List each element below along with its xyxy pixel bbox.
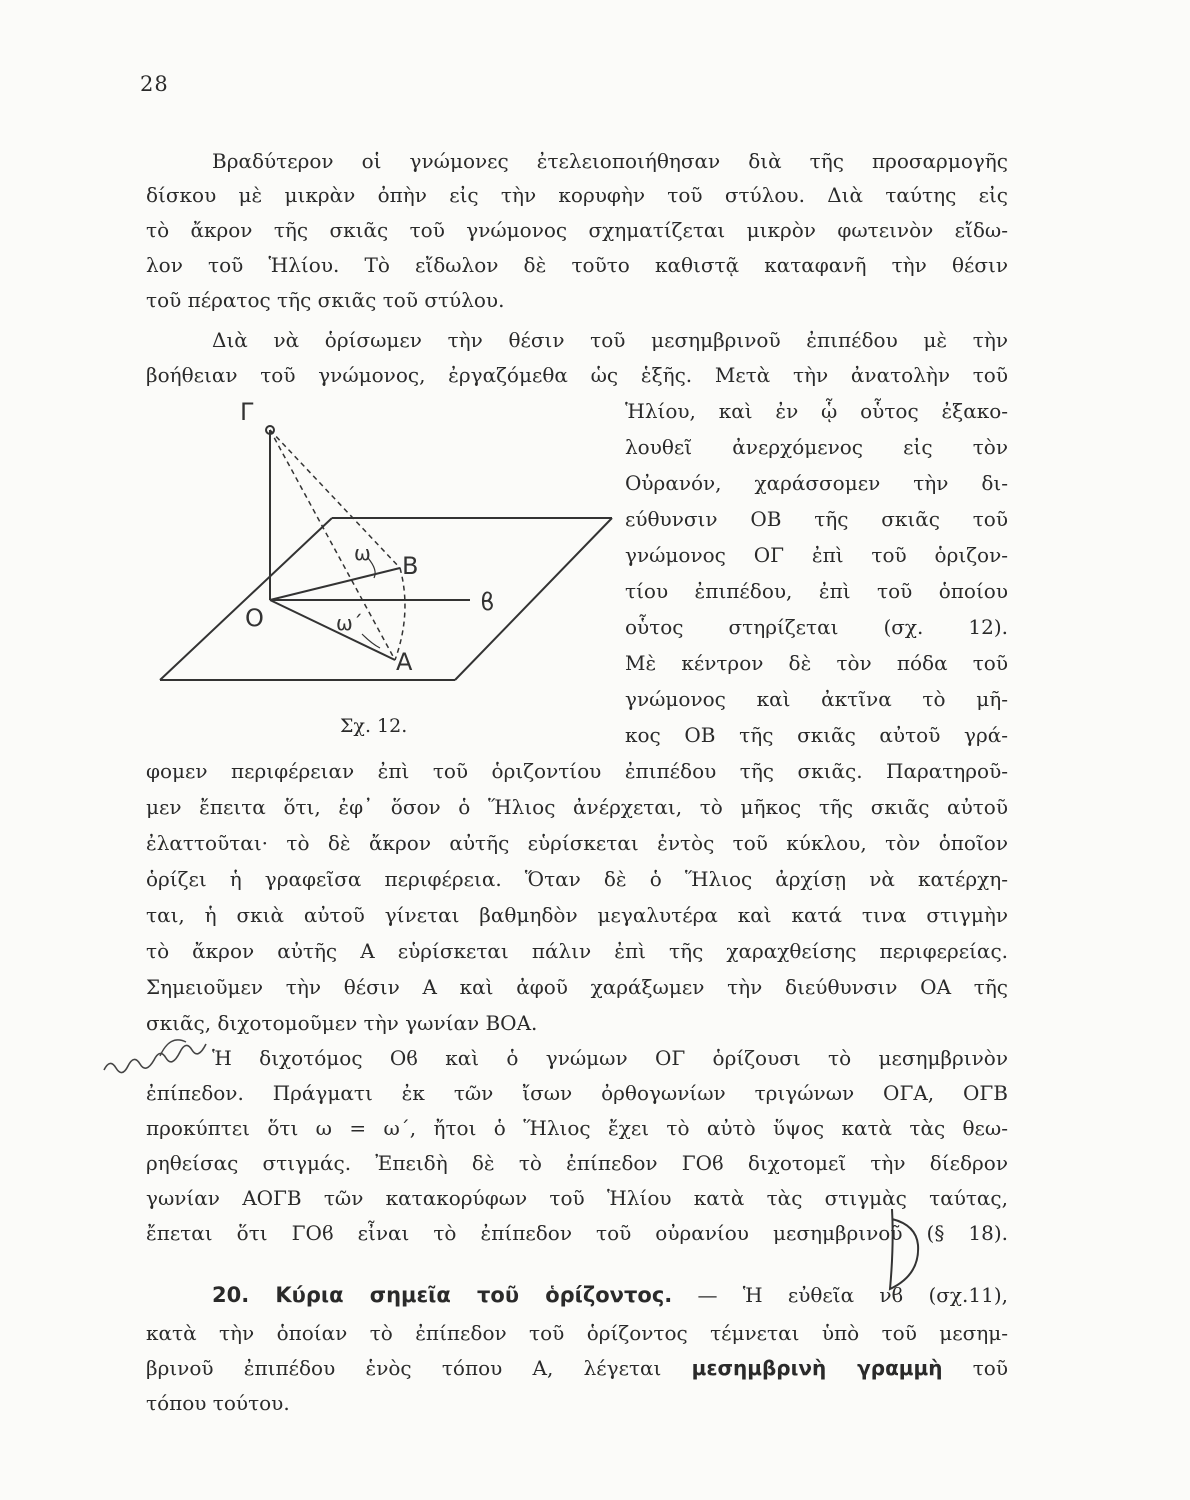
label-omega-prime: ω΄ — [336, 611, 363, 635]
page-number: 28 — [140, 72, 169, 96]
text-line: Βραδύτερον οἱ γνώμονες ἐτελειοποιήθησαν διὰ τῆς προσαρμογῆς — [212, 149, 1008, 173]
text-line: γνώμονος καὶ ἀκτῖνα τὸ μῆ- — [625, 687, 1008, 711]
shadow-ob — [270, 568, 400, 600]
plane-edge — [455, 518, 612, 680]
text-line: τὸ ἄκρον τῆς σκιᾶς τοῦ γνώμονος σχηματίζεται μικρὸν φωτεινὸν εἴδω- — [146, 218, 1008, 242]
text-line: εύθυνσιν ΟΒ τῆς σκιᾶς τοῦ — [625, 507, 1008, 531]
text-line: λον τοῦ Ἡλίου. Τὸ εἴδωλον δὲ τοῦτο καθιστᾷ καταφανῆ τὴν θέσιν — [146, 253, 1008, 277]
text-line: προκύπτει ὅτι ω = ω΄, ἤτοι ὁ Ἥλιος ἔχει τὸ αὐτὸ ὕψος κατὰ τὰς θεω- — [146, 1116, 1008, 1140]
text-line: τὸ ἄκρον αὐτῆς Α εὑρίσκεται πάλιν ἐπὶ τῆς χαραχθείσης περιφερείας. — [146, 939, 1008, 963]
text-line: Μὲ κέντρον δὲ τὸν πόδα τοῦ — [625, 651, 1008, 675]
text-line: Ἡ διχοτόμος Οϐ καὶ ὁ γνώμων ΟΓ ὁρίζουσι τὸ μεσημβρινὸν — [212, 1046, 1008, 1070]
label-b-upper: Β — [402, 552, 419, 580]
shadow-oa — [270, 600, 395, 660]
text-line: ται, ἡ σκιὰ αὐτοῦ γίνεται βαθμηδὸν μεγαλυτέρα καὶ κατά τινα στιγμὴν — [146, 903, 1008, 927]
text-line: Οὐρανόν, χαράσσομεν τὴν δι- — [625, 471, 1008, 495]
label-b-lower: ϐ — [480, 588, 495, 616]
sun-ray-to-a — [270, 430, 395, 660]
text-line: γνώμονος ΟΓ ἐπὶ τοῦ ὁριζον- — [625, 543, 1008, 567]
text-line: ὁρίζει ἡ γραφεῖσα περιφέρεια. Ὅταν δὲ ὁ Ἥλιος ἀρχίσῃ νὰ κατέρχη- — [146, 867, 1008, 891]
text-line: σκιᾶς, διχοτομοῦμεν τὴν γωνίαν ΒΟΑ. — [146, 1011, 538, 1035]
text-line: ἐλαττοῦται· τὸ δὲ ἄκρον αὐτῆς εὑρίσκεται ἐντὸς τοῦ κύκλου, τὸν ὁποῖον — [146, 831, 1008, 855]
section-heading: 20. Κύρια σημεῖα τοῦ ὁρίζοντος. — [212, 1283, 673, 1307]
text-line: Διὰ νὰ ὁρίσωμεν τὴν θέσιν τοῦ μεσημβρινοῦ ἐπιπέδου μὲ τὴν — [212, 328, 1008, 352]
text-line: οὗτος στηρίζεται (σχ. 12). — [625, 615, 1008, 639]
text-line: κος ΟΒ τῆς σκιᾶς αὐτοῦ γρά- — [625, 723, 1008, 747]
label-o: Ο — [245, 604, 264, 632]
label-a: Α — [396, 648, 413, 676]
text-line: κατὰ τὴν ὁποίαν τὸ ἐπίπεδον τοῦ ὁρίζοντος τέμνεται ὑπὸ τοῦ μεσημ- — [146, 1321, 1008, 1345]
text-line: τοῦ πέρατος τῆς σκιᾶς τοῦ στύλου. — [146, 288, 505, 312]
handwritten-margin-scribble — [100, 1020, 210, 1090]
text-line: Ἡλίου, καὶ ἐν ᾧ οὗτος ἐξακο- — [625, 399, 1008, 423]
handwritten-bracket-mark — [880, 1205, 930, 1295]
figure-caption: Σχ. 12. — [340, 715, 408, 737]
text-line: Σημειοῦμεν τὴν θέσιν Α καὶ ἀφοῦ χαράξωμεν τὴν διεύθυνσιν ΟΑ τῆς — [146, 975, 1008, 999]
text-line — [146, 1353, 1008, 1383]
text-line: ἐπίπεδον. Πράγματι ἐκ τῶν ἴσων ὀρθογωνίων τριγώνων ΟΓΑ, ΟΓΒ — [146, 1081, 1008, 1105]
text-line: γωνίαν ΑΟΓΒ τῶν κατακορύφων τοῦ Ἡλίου κατὰ τὰς στιγμὰς ταύτας, — [146, 1186, 1008, 1210]
text-line: δίσκου μὲ μικρὰν ὀπὴν εἰς τὴν κορυφὴν τοῦ στύλου. Διὰ ταύτης εἰς — [146, 183, 1008, 207]
text-line: βοήθειαν τοῦ γνώμονος, ἐργαζόμεθα ὡς ἑξῆς. Μετὰ τὴν ἀνατολὴν τοῦ — [146, 363, 1008, 387]
section-heading-rest: — Ἡ εὐθεῖα νϐ (σχ.11), — [672, 1283, 1008, 1307]
text-line: λουθεῖ ἀνερχόμενος εἰς τὸν — [625, 435, 1008, 459]
text-line: ρηθείσας στιγμάς. Ἐπειδὴ δὲ τὸ ἐπίπεδον ΓΟϐ διχοτομεῖ τὴν δίεδρον — [146, 1151, 1008, 1175]
text-fragment: βρινοῦ ἐπιπέδου ἑνὸς τόπου Α, λέγεται — [146, 1356, 692, 1380]
label-omega: ω — [354, 541, 371, 565]
label-gamma: Γ — [240, 398, 254, 426]
text-line: τίου ἐπιπέδου, ἐπὶ τοῦ ὁποίου — [625, 579, 1008, 603]
shadow-arc — [395, 568, 405, 660]
defined-term: μεσημβρινὴ γραμμὴ — [691, 1356, 943, 1380]
text-line: φομεν περιφέρειαν ἐπὶ τοῦ ὁριζοντίου ἐπιπέδου τῆς σκιᾶς. Παρατηροῦ- — [146, 759, 1008, 783]
text-line: ἔπεται ὅτι ΓΟϐ εἶναι τὸ ἐπίπεδον τοῦ οὐρανίου μεσημβρινοῦ (§ 18). — [146, 1221, 1008, 1245]
text-fragment: τοῦ — [942, 1356, 1008, 1380]
text-line: μεν ἔπειτα ὅτι, ἐφ᾽ ὅσον ὁ Ἥλιος ἀνέρχεται, τὸ μῆκος τῆς σκιᾶς αὐτοῦ — [146, 795, 1008, 819]
text-line: τόπου τούτου. — [146, 1391, 290, 1415]
sun-ray-to-b — [270, 430, 400, 568]
figure-12-diagram — [150, 398, 630, 708]
